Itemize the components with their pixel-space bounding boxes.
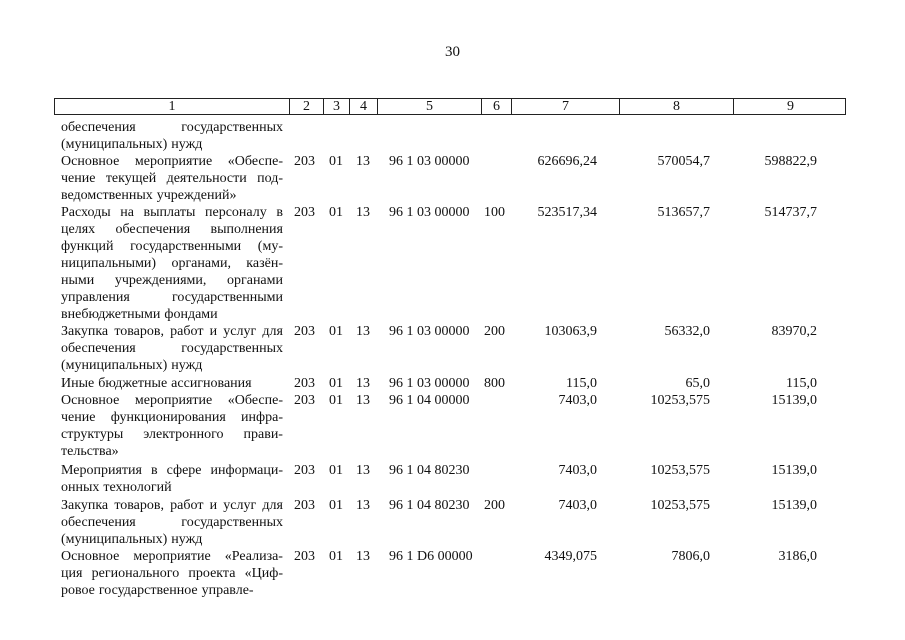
amount-col-7: 103063,9 (544, 324, 597, 339)
row-name-word: прави- (243, 427, 283, 442)
row-name-word: регионального (91, 566, 180, 581)
row-name-line (61, 306, 283, 323)
amount-col-9: 15139,0 (771, 393, 817, 408)
row-name-word: казён- (246, 256, 283, 271)
amount-col-8: 10253,575 (650, 498, 710, 513)
table-row-line (0, 409, 905, 426)
row-name-word: Основное (61, 154, 120, 169)
row-name-word: управле- (201, 583, 254, 598)
table-row-line (0, 479, 905, 496)
subsection-code: 13 (356, 498, 370, 513)
amount-col-8: 56332,0 (664, 324, 710, 339)
grbs-code: 203 (294, 154, 315, 169)
table-row-line (0, 136, 905, 153)
amount-col-7: 4349,075 (544, 549, 597, 564)
row-name-line (61, 409, 283, 426)
row-name-word: функций (61, 239, 114, 254)
row-name-word: нужд (171, 137, 203, 152)
row-name-word: бюджетные (98, 376, 168, 391)
section-code: 01 (329, 376, 343, 391)
row-name-word: ными (61, 273, 95, 288)
row-name-line (61, 426, 283, 443)
row-name-line (61, 548, 283, 565)
table-row-line (0, 323, 905, 340)
row-name-word: работ (170, 324, 204, 339)
target-article-code: 96 1 D6 00000 (389, 549, 473, 564)
row-name-word: управления (61, 290, 130, 305)
header-cell-col-9: 9 (733, 99, 847, 114)
row-name-word: сфере (166, 463, 202, 478)
row-name-line (61, 323, 283, 340)
row-name-line (61, 187, 283, 204)
table-row-line (0, 392, 905, 409)
row-name-word: целях (61, 222, 96, 237)
row-name-word: инфра- (241, 410, 283, 425)
header-cell-col-5: 5 (377, 99, 481, 114)
row-name-word: внебюджетными (61, 307, 161, 322)
row-name-word: технологий (103, 480, 172, 495)
row-name-word: фондами (164, 307, 218, 322)
amount-col-9: 3186,0 (778, 549, 817, 564)
table-row-line (0, 306, 905, 323)
header-cell-col-1: 1 (168, 99, 176, 114)
amount-col-8: 570054,7 (657, 154, 710, 169)
table-row-line (0, 153, 905, 170)
table-row-line (0, 119, 905, 136)
amount-col-7: 7403,0 (558, 393, 597, 408)
row-name-word: (муниципальных) (61, 532, 168, 547)
row-name-word: для (262, 324, 283, 339)
target-article-code: 96 1 03 00000 (389, 154, 470, 169)
row-name-line (61, 136, 283, 153)
row-name-word: под- (257, 171, 283, 186)
page-number: 30 (445, 44, 460, 60)
row-name-word: государственных (181, 341, 283, 356)
row-name-line (61, 443, 283, 460)
row-name-word: ассигнования (171, 376, 252, 391)
grbs-code: 203 (294, 393, 315, 408)
expense-type-code: 800 (484, 376, 505, 391)
table-row-line (0, 548, 905, 565)
expense-type-code: 200 (484, 498, 505, 513)
row-name-word: органами (226, 273, 283, 288)
row-name-line (61, 514, 283, 531)
table-header (54, 98, 846, 115)
row-name-line (61, 375, 283, 392)
row-name-word: информаци- (210, 463, 283, 478)
header-cell-col-2: 2 (289, 99, 323, 114)
row-name-word: мероприятие (133, 549, 211, 564)
row-name-word: деятельности (166, 171, 247, 186)
row-name-word: «Реализа- (224, 549, 283, 564)
table-row-line (0, 238, 905, 255)
row-name-word: электронного (143, 427, 224, 442)
subsection-code: 13 (356, 154, 370, 169)
row-name-word: (муниципальных) (61, 137, 168, 152)
row-name-word: государственными (171, 290, 283, 305)
row-name-line (61, 221, 283, 238)
row-name-line (61, 238, 283, 255)
table-row-line (0, 426, 905, 443)
row-name-word: структуры (61, 427, 124, 442)
row-name-word: нужд (171, 532, 203, 547)
row-name-word: Расходы (61, 205, 111, 220)
grbs-code: 203 (294, 324, 315, 339)
row-name-word: ровое (61, 583, 95, 598)
row-name-line (61, 392, 283, 409)
amount-col-8: 65,0 (685, 376, 710, 391)
section-code: 01 (329, 205, 343, 220)
target-article-code: 96 1 03 00000 (389, 324, 470, 339)
table-row-line (0, 289, 905, 306)
row-name-word: и (209, 324, 218, 339)
row-name-line (61, 479, 283, 496)
amount-col-8: 513657,7 (657, 205, 710, 220)
row-name-word: онных (61, 480, 100, 495)
table-row-line (0, 340, 905, 357)
row-name-word: проекта (188, 566, 236, 581)
table-row-line (0, 531, 905, 548)
row-name-word: учреждений» (156, 188, 237, 203)
table-row-line (0, 255, 905, 272)
row-name-word: услуг (223, 324, 257, 339)
table-row-line (0, 204, 905, 221)
table-row-line (0, 357, 905, 374)
amount-col-7: 7403,0 (558, 463, 597, 478)
row-name-line (61, 204, 283, 221)
row-name-word: нужд (171, 358, 203, 373)
row-name-word: Мероприятия (61, 463, 142, 478)
section-code: 01 (329, 463, 343, 478)
subsection-code: 13 (356, 549, 370, 564)
table-row-line (0, 375, 905, 392)
row-name-word: выполнения (210, 222, 283, 237)
table-row-line (0, 170, 905, 187)
row-name-word: чение (61, 171, 96, 186)
subsection-code: 13 (356, 393, 370, 408)
row-name-word: ция (61, 566, 83, 581)
row-name-line (61, 153, 283, 170)
row-name-word: обеспечения (61, 515, 136, 530)
row-name-word: услуг (223, 498, 257, 513)
row-name-word: учреждениями, (114, 273, 207, 288)
row-name-word: государственных (181, 120, 283, 135)
subsection-code: 13 (356, 324, 370, 339)
row-name-word: чение (61, 410, 96, 425)
row-name-word: персоналу (205, 205, 267, 220)
target-article-code: 96 1 03 00000 (389, 376, 470, 391)
table-row-line (0, 187, 905, 204)
row-name-word: и (209, 498, 218, 513)
row-name-word: государственных (181, 515, 283, 530)
target-article-code: 96 1 03 00000 (389, 205, 470, 220)
row-name-word: органами, (171, 256, 231, 271)
row-name-word: мероприятие (134, 154, 213, 169)
row-name-word: для (262, 498, 283, 513)
row-name-word: выплаты (143, 205, 196, 220)
header-cell-col-6: 6 (481, 99, 511, 114)
target-article-code: 96 1 04 80230 (389, 498, 470, 513)
amount-col-9: 514737,7 (764, 205, 817, 220)
amount-col-7: 626696,24 (537, 154, 597, 169)
subsection-code: 13 (356, 463, 370, 478)
row-name-line (61, 497, 283, 514)
amount-col-9: 15139,0 (771, 463, 817, 478)
header-cell-col-3: 3 (323, 99, 349, 114)
row-name-word: товаров, (114, 498, 164, 513)
row-name-word: Основное (61, 393, 120, 408)
row-name-line (61, 170, 283, 187)
grbs-code: 203 (294, 463, 315, 478)
section-code: 01 (329, 324, 343, 339)
row-name-word: обеспечения (61, 120, 136, 135)
table-row-line (0, 221, 905, 238)
expense-type-code: 200 (484, 324, 505, 339)
row-name-word: Иные (61, 376, 95, 391)
table-row-line (0, 462, 905, 479)
row-name-word: (муниципальных) (61, 358, 168, 373)
row-name-word: ниципальными) (61, 256, 157, 271)
row-name-line (61, 272, 283, 289)
row-name-word: работ (170, 498, 204, 513)
row-name-line (61, 582, 283, 599)
row-name-word: Закупка (61, 498, 109, 513)
amount-col-8: 7806,0 (671, 549, 710, 564)
row-name-word: «Обеспе- (227, 154, 283, 169)
row-name-word: государственное (98, 583, 198, 598)
section-code: 01 (329, 498, 343, 513)
section-code: 01 (329, 393, 343, 408)
row-name-word: «Циф- (244, 566, 283, 581)
subsection-code: 13 (356, 205, 370, 220)
header-cell-col-4: 4 (349, 99, 377, 114)
row-name-line (61, 357, 283, 374)
table-row-line (0, 272, 905, 289)
amount-col-9: 115,0 (786, 376, 817, 391)
amount-col-8: 10253,575 (650, 463, 710, 478)
row-name-line (61, 255, 283, 272)
row-name-word: функционирования (110, 410, 226, 425)
header-cell-col-8: 8 (619, 99, 733, 114)
row-name-word: на (120, 205, 134, 220)
amount-col-8: 10253,575 (650, 393, 710, 408)
table-row-line (0, 497, 905, 514)
table-row-line (0, 565, 905, 582)
row-name-word: обеспечения (115, 222, 191, 237)
row-name-word: «Обеспе- (227, 393, 283, 408)
amount-col-7: 523517,34 (537, 205, 597, 220)
amount-col-9: 15139,0 (771, 498, 817, 513)
row-name-line (61, 340, 283, 357)
row-name-line (61, 565, 283, 582)
row-name-line (61, 462, 283, 479)
row-name-line (61, 289, 283, 306)
row-name-word: тельства» (61, 444, 119, 459)
grbs-code: 203 (294, 376, 315, 391)
amount-col-9: 598822,9 (764, 154, 817, 169)
row-name-word: государственными (130, 239, 242, 254)
grbs-code: 203 (294, 498, 315, 513)
table-row-line (0, 443, 905, 460)
target-article-code: 96 1 04 80230 (389, 463, 470, 478)
amount-col-9: 83970,2 (771, 324, 817, 339)
expense-type-code: 100 (484, 205, 505, 220)
amount-col-7: 7403,0 (558, 498, 597, 513)
row-name-word: обеспечения (61, 341, 136, 356)
subsection-code: 13 (356, 376, 370, 391)
row-name-line (61, 119, 283, 136)
table-row-line (0, 582, 905, 599)
row-name-word: мероприятие (134, 393, 213, 408)
amount-col-7: 115,0 (566, 376, 597, 391)
row-name-word: в (150, 463, 158, 478)
row-name-word: (му- (257, 239, 283, 254)
grbs-code: 203 (294, 205, 315, 220)
section-code: 01 (329, 154, 343, 169)
grbs-code: 203 (294, 549, 315, 564)
section-code: 01 (329, 549, 343, 564)
row-name-word: Основное (61, 549, 120, 564)
target-article-code: 96 1 04 00000 (389, 393, 470, 408)
table-row-line (0, 514, 905, 531)
row-name-word: текущей (105, 171, 157, 186)
header-cell-col-7: 7 (511, 99, 619, 114)
row-name-word: ведомственных (61, 188, 153, 203)
row-name-line (61, 531, 283, 548)
row-name-word: товаров, (114, 324, 164, 339)
row-name-word: в (276, 205, 283, 220)
row-name-word: Закупка (61, 324, 109, 339)
